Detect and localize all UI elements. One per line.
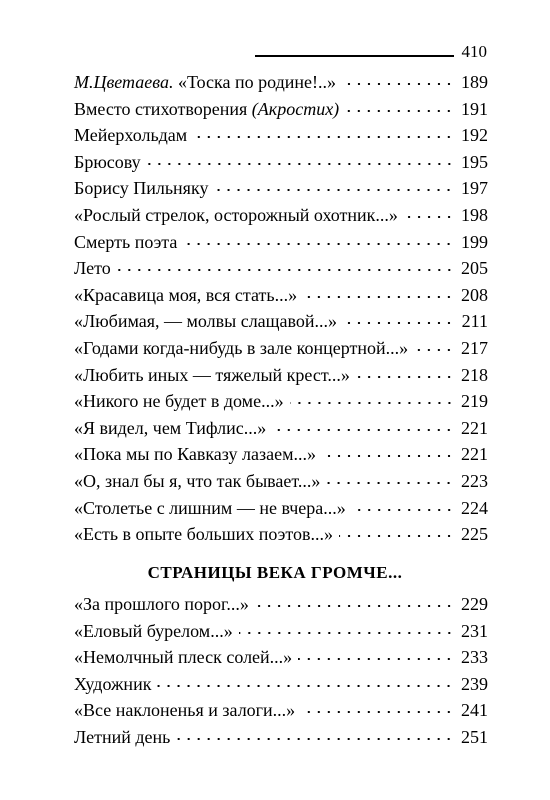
- toc-entry-title-text: «Все наклоненья и залоги...»: [74, 700, 296, 721]
- toc-entry-title-text: «Немолчный плеск солей...»: [74, 647, 293, 668]
- dot-leader: [298, 658, 454, 660]
- toc-entry-title-text: «Никого не будет в доме...»: [74, 391, 284, 412]
- toc-entry-title: [74, 362, 350, 389]
- toc-entry-author: М.Цветаева.: [74, 72, 174, 92]
- toc-entry-page: 233: [461, 647, 488, 668]
- toc-entry-title: [74, 591, 249, 618]
- toc-entry-page: 189: [461, 72, 488, 92]
- dot-leader: [117, 269, 454, 271]
- toc-entry-title-text: «За прошлого порог...»: [74, 594, 249, 614]
- toc-entry-page: 199: [461, 231, 488, 252]
- toc-entry-title: [74, 468, 320, 495]
- dot-leader: [214, 189, 454, 191]
- toc-entry-title-text: «Столетье с лишним — не вчера...»: [74, 497, 346, 518]
- toc-entry-page: 192: [461, 125, 488, 146]
- toc-entry-title: [74, 149, 141, 176]
- header-rule: [255, 55, 454, 57]
- toc-entry-page: 241: [461, 700, 488, 721]
- toc-entry: [74, 618, 488, 645]
- toc-entry: [74, 362, 488, 389]
- toc-entry-title-text: Лето: [74, 258, 111, 279]
- toc-entry-title: [74, 69, 336, 96]
- toc-entry-title: [74, 415, 266, 442]
- dot-leader: [301, 711, 454, 713]
- toc-entry-title-text: Художник: [74, 673, 152, 694]
- toc-entry-page: 218: [461, 364, 488, 385]
- toc-entry-title-text: «Годами когда-нибудь в зале концертной...»: [74, 337, 409, 358]
- toc-entry-title-text: «О, знал бы я, что так бывает...»: [74, 470, 321, 491]
- toc-entry-page: 195: [461, 151, 488, 172]
- toc-entry-title: [74, 521, 333, 548]
- toc-entry-page: 219: [461, 391, 488, 412]
- toc-entry: [74, 671, 488, 698]
- toc-entry-title-text: Вместо стихотворения: [74, 98, 248, 119]
- toc-entry-title: [74, 229, 177, 256]
- toc-entry: [74, 255, 488, 282]
- dot-leader: [339, 535, 454, 537]
- toc-entry-page: 197: [461, 178, 488, 199]
- toc-entry-title: [74, 724, 170, 751]
- dot-leader: [255, 605, 454, 607]
- section-heading: СТРАНИЦЫ ВЕКА ГРОМЧЕ...: [147, 563, 403, 582]
- toc-entry: [74, 335, 488, 362]
- dot-leader: [345, 110, 454, 112]
- toc-entry: [74, 96, 488, 123]
- toc-entry: [74, 521, 488, 548]
- toc-entry-page: 231: [461, 620, 488, 641]
- toc-entry-title-text: «Тоска по родине!..»: [177, 72, 337, 92]
- toc-entry-subtitle: (Акростих): [251, 98, 340, 119]
- toc-entry: [74, 697, 488, 724]
- toc-entry-title: [74, 441, 316, 468]
- toc-entry-title-text: Мейерхольдам: [74, 125, 188, 146]
- dot-leader: [303, 296, 454, 298]
- toc-entry: [74, 415, 488, 442]
- toc-entry-title-text: «Красавица моя, вся стать...»: [74, 284, 298, 305]
- toc-entry-page: 211: [461, 311, 488, 332]
- toc-entry-title-text: «Я видел, чем Тифлис...»: [74, 417, 267, 438]
- toc-entry: [74, 122, 488, 149]
- dot-leader: [404, 216, 454, 218]
- toc-entry-page: 225: [461, 524, 488, 545]
- toc-entry-title: [74, 671, 151, 698]
- dot-leader: [157, 685, 454, 687]
- toc-entry-title: [74, 335, 408, 362]
- dot-leader: [343, 322, 454, 324]
- dot-leader: [326, 482, 454, 484]
- dot-leader: [322, 455, 454, 457]
- toc-entry: [74, 308, 488, 335]
- toc-entry-page: 191: [461, 98, 488, 119]
- toc-entry-title: [74, 122, 187, 149]
- dot-leader: [342, 83, 454, 85]
- toc-entry-title: [74, 96, 339, 123]
- toc-entry-page: 221: [461, 444, 488, 465]
- toc-entry-title: [74, 175, 208, 202]
- toc-entry: [74, 495, 488, 522]
- toc-entry-title-text: «Есть в опыте больших поэтов...»: [74, 524, 333, 545]
- toc-entry-title-text: «Любимая, — молвы слащавой...»: [74, 311, 338, 332]
- toc-entry-title: [74, 308, 337, 335]
- dot-leader: [147, 163, 454, 165]
- toc-entry: [74, 69, 488, 96]
- toc-section-1: [74, 69, 488, 548]
- dot-leader: [356, 376, 454, 378]
- dot-leader: [290, 402, 454, 404]
- toc-entry-title-text: «Еловый бурелом...»: [74, 620, 233, 641]
- toc-entry: [74, 202, 488, 229]
- toc-entry-page: 208: [461, 284, 488, 305]
- toc-entry: [74, 229, 488, 256]
- toc-entry-title-text: «Рослый стрелок, осторожный охотник...»: [74, 204, 398, 225]
- toc-entry-title-text: Брюсову: [74, 151, 141, 172]
- toc-entry-title-text: Борису Пильняку: [74, 178, 209, 199]
- toc-entry: [74, 468, 488, 495]
- toc-section-2: [74, 591, 488, 751]
- dot-leader: [272, 429, 454, 431]
- toc-entry-page: 198: [461, 204, 488, 225]
- running-header: [255, 42, 487, 62]
- toc-entry: [74, 441, 488, 468]
- toc-entry-page: 223: [461, 470, 488, 491]
- page-number: 410: [461, 42, 487, 61]
- toc-entry: [74, 175, 488, 202]
- toc-entry-page: 229: [461, 594, 488, 614]
- toc-entry-title: [74, 282, 297, 309]
- toc-entry: [74, 388, 488, 415]
- toc-entry-page: 239: [461, 673, 488, 694]
- toc-entry-title-text: Смерть поэта: [74, 231, 178, 252]
- toc-entry-title: [74, 618, 233, 645]
- toc-entry-page: 221: [461, 417, 488, 438]
- dot-leader: [352, 509, 454, 511]
- dot-leader: [239, 632, 454, 634]
- toc-entry-title: [74, 644, 292, 671]
- toc-entry-title: [74, 202, 398, 229]
- toc-entry: [74, 724, 488, 751]
- toc-entry: [74, 644, 488, 671]
- toc-entry-page: 205: [461, 258, 488, 279]
- toc-entry-title-text: «Любить иных — тяжелый крест...»: [74, 364, 350, 385]
- dot-leader: [183, 243, 454, 245]
- toc-entry-title-text: «Пока мы по Кавказу лазаем...»: [74, 444, 316, 465]
- toc-entry-title: [74, 388, 284, 415]
- toc-entry-page: 217: [461, 337, 488, 358]
- toc-entry-page: 251: [461, 726, 488, 747]
- toc-entry-page: 224: [461, 497, 488, 518]
- toc-entry-title: [74, 255, 111, 282]
- dot-leader: [414, 349, 454, 351]
- toc-entry-title: [74, 697, 295, 724]
- toc-entry: [74, 591, 488, 618]
- toc-entry-title-text: Летний день: [74, 726, 171, 747]
- toc-entry: [74, 282, 488, 309]
- toc-entry-title: [74, 495, 346, 522]
- dot-leader: [176, 738, 454, 740]
- toc-entry: [74, 149, 488, 176]
- dot-leader: [193, 136, 454, 138]
